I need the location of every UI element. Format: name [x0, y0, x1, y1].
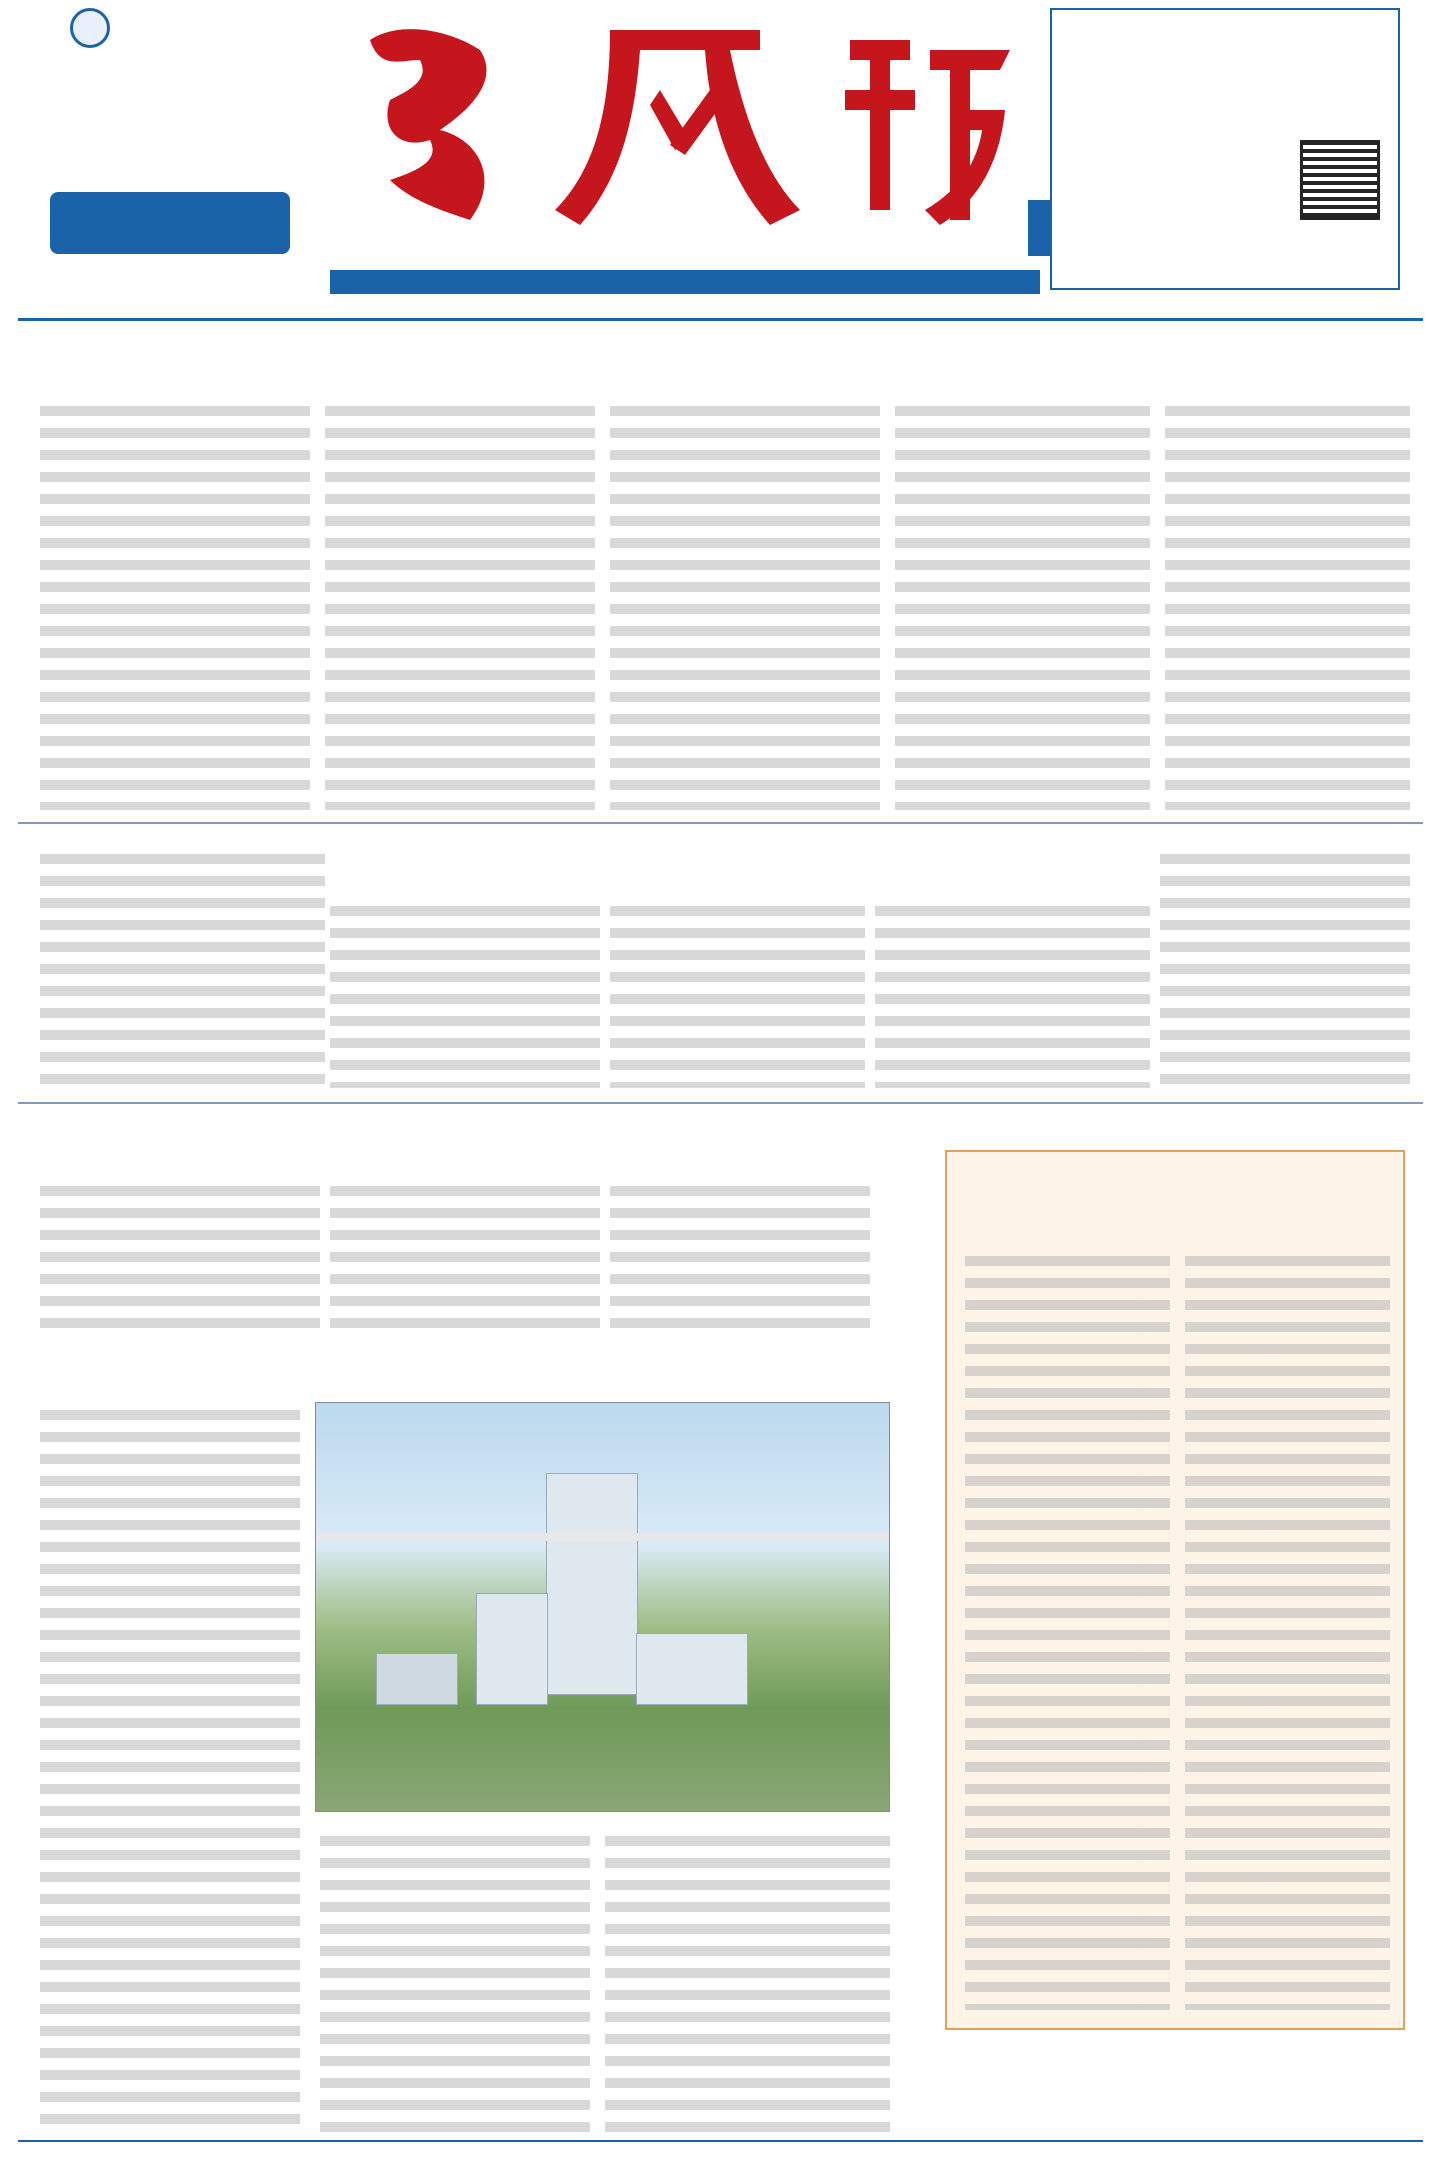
projects-headline[interactable] — [190, 1350, 750, 1388]
highway — [316, 1533, 890, 1541]
article-column — [40, 848, 325, 1088]
building — [546, 1473, 638, 1695]
building — [636, 1633, 748, 1705]
founding-strip — [330, 270, 1040, 294]
building — [376, 1653, 458, 1705]
article-column — [330, 900, 600, 1088]
guide-label — [1028, 200, 1050, 256]
sidebar-subtitle — [962, 1208, 1392, 1238]
article-column — [875, 900, 1150, 1088]
article-column — [330, 1180, 600, 1335]
article-column — [895, 400, 1150, 810]
article-column — [965, 1250, 1170, 2010]
footer — [18, 2140, 1423, 2160]
fujian-headline[interactable] — [380, 840, 1060, 890]
calligraphy-title-logo — [330, 10, 1030, 240]
article-column — [610, 400, 880, 810]
article-column — [1185, 1250, 1390, 2010]
article-column — [610, 1180, 870, 1335]
qr-code[interactable] — [1300, 140, 1380, 220]
lead-headline[interactable] — [95, 308, 1345, 388]
divider — [18, 822, 1423, 824]
newspaper-logo — [70, 8, 110, 48]
article-column — [1160, 848, 1410, 1088]
sidebar-title[interactable] — [962, 1160, 1392, 1204]
article-column — [610, 900, 865, 1088]
xiamen-headline[interactable] — [18, 1122, 918, 1166]
article-column — [40, 1404, 300, 2134]
article-column — [325, 400, 595, 810]
english-title — [580, 232, 840, 254]
photo-caption — [600, 1798, 890, 1818]
website-link[interactable] — [40, 262, 310, 286]
project-photo — [315, 1402, 890, 1812]
divider — [18, 1102, 1423, 1104]
article-column — [40, 1180, 320, 1335]
building — [476, 1593, 548, 1705]
article-column — [605, 1830, 890, 2135]
article-column — [320, 1830, 590, 2135]
article-column — [1165, 400, 1410, 810]
article-column — [40, 400, 310, 810]
news-hotline — [50, 192, 290, 254]
